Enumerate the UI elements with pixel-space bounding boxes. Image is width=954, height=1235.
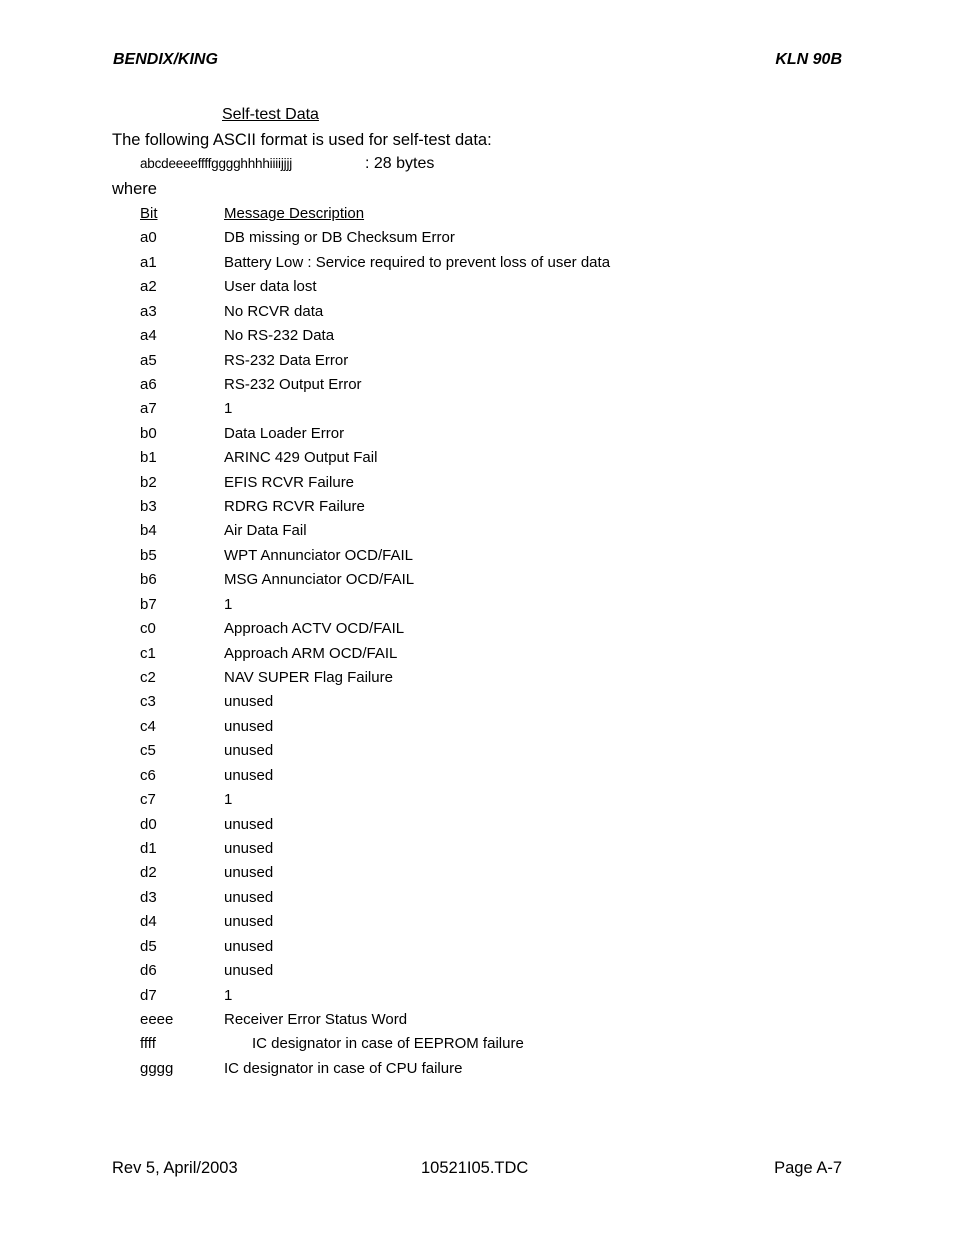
description-cell: unused — [224, 766, 274, 784]
table-row — [140, 595, 740, 619]
bit-cell: d3 — [140, 888, 157, 906]
description-cell: RS-232 Data Error — [224, 351, 349, 369]
col-desc-header: Message Description — [224, 205, 365, 222]
table-row — [140, 1010, 740, 1034]
bit-cell: d1 — [140, 839, 157, 857]
bit-cell: c6 — [140, 766, 156, 784]
description-cell: Receiver Error Status Word — [224, 1010, 408, 1028]
description-cell: DB missing or DB Checksum Error — [224, 229, 455, 247]
header-company: BENDIX/KING — [113, 51, 218, 68]
table-row — [140, 1059, 740, 1083]
table-row — [140, 815, 740, 839]
bit-cell: d7 — [140, 986, 157, 1004]
footer-page-number: Page A-7 — [774, 1159, 842, 1177]
bit-cell: c7 — [140, 791, 156, 809]
table-row — [140, 717, 740, 741]
description-cell: MSG Annunciator OCD/FAIL — [224, 571, 415, 589]
description-cell: Approach ACTV OCD/FAIL — [224, 620, 405, 638]
bit-cell: a1 — [140, 253, 157, 271]
description-cell: unused — [224, 839, 274, 857]
bit-cell: b3 — [140, 498, 157, 516]
bit-cell: c1 — [140, 644, 156, 662]
description-cell: 1 — [224, 400, 233, 418]
description-cell: Data Loader Error — [224, 424, 345, 442]
description-cell: unused — [224, 693, 274, 711]
bit-cell: gggg — [140, 1059, 174, 1077]
bit-cell: ffff — [140, 1035, 156, 1053]
bit-cell: a7 — [140, 400, 157, 418]
description-cell: IC designator in case of CPU failure — [224, 1059, 463, 1077]
bit-cell: b7 — [140, 595, 157, 613]
table-row — [140, 888, 740, 912]
bit-cell: c5 — [140, 742, 156, 760]
description-cell: unused — [224, 717, 274, 735]
table-row — [140, 766, 740, 790]
bit-cell: a4 — [140, 327, 157, 345]
table-header-row — [140, 204, 740, 228]
format-line — [140, 155, 435, 173]
bit-cell: c0 — [140, 620, 156, 638]
description-cell: NAV SUPER Flag Failure — [224, 669, 393, 687]
bit-cell: c3 — [140, 693, 156, 711]
bit-cell: b1 — [140, 449, 157, 467]
table-row — [140, 351, 740, 375]
bit-cell: a0 — [140, 229, 157, 247]
description-cell: IC designator in case of EEPROM failure — [252, 1035, 524, 1053]
format-string: abcdeeeeffffgggghhhhiiiijjjj — [140, 156, 293, 171]
bit-cell: d5 — [140, 937, 157, 955]
bit-cell: eeee — [140, 1010, 174, 1028]
table-row — [140, 570, 740, 594]
table-row — [140, 326, 740, 350]
bit-cell: a6 — [140, 375, 157, 393]
description-cell: No RCVR data — [224, 302, 324, 320]
description-cell: unused — [224, 815, 274, 833]
description-cell: unused — [224, 913, 274, 931]
table-row — [140, 741, 740, 765]
table-row — [140, 839, 740, 863]
bit-cell: d2 — [140, 864, 157, 882]
table-row — [140, 424, 740, 448]
table-row — [140, 253, 740, 277]
bit-cell: b6 — [140, 571, 157, 589]
bit-cell: d0 — [140, 815, 157, 833]
table-row — [140, 546, 740, 570]
description-cell: unused — [224, 937, 274, 955]
col-bit-header: Bit — [140, 205, 158, 222]
footer-doc-id: 10521I05.TDC — [421, 1159, 529, 1177]
description-cell: 1 — [224, 791, 233, 809]
bit-cell: a5 — [140, 351, 157, 369]
description-cell: ARINC 429 Output Fail — [224, 449, 378, 467]
bit-cell: c4 — [140, 717, 156, 735]
description-cell: 1 — [224, 986, 233, 1004]
table-row — [140, 644, 740, 668]
description-cell: RS-232 Output Error — [224, 375, 362, 393]
description-cell: unused — [224, 864, 274, 882]
table-row — [140, 692, 740, 716]
intro-text: The following ASCII format is used for self-test data: — [112, 131, 492, 149]
table-row — [140, 961, 740, 985]
description-cell: User data lost — [224, 278, 317, 296]
bit-cell: a3 — [140, 302, 157, 320]
description-cell: unused — [224, 962, 274, 980]
table-row — [140, 863, 740, 887]
header-model: KLN 90B — [775, 51, 842, 68]
description-cell: RDRG RCVR Failure — [224, 498, 365, 516]
table-row — [140, 521, 740, 545]
format-bytes: : 28 bytes — [365, 155, 435, 172]
bit-cell: d6 — [140, 962, 157, 980]
description-cell: 1 — [224, 595, 233, 613]
bit-cell: c2 — [140, 669, 156, 687]
bit-cell: b5 — [140, 546, 157, 564]
section-title: Self-test Data — [222, 106, 319, 123]
where-text: where — [112, 180, 157, 198]
table-row — [140, 1034, 740, 1058]
description-cell: WPT Annunciator OCD/FAIL — [224, 546, 413, 564]
table-row — [140, 375, 740, 399]
bit-cell: b0 — [140, 424, 157, 442]
description-cell: No RS-232 Data — [224, 327, 335, 345]
bit-cell: a2 — [140, 278, 157, 296]
table-row — [140, 448, 740, 472]
description-cell: unused — [224, 888, 274, 906]
table-row — [140, 277, 740, 301]
footer-revision: Rev 5, April/2003 — [112, 1159, 238, 1177]
bit-cell: b4 — [140, 522, 157, 540]
table-row — [140, 302, 740, 326]
table-row — [140, 937, 740, 961]
table-row — [140, 228, 740, 252]
description-cell: EFIS RCVR Failure — [224, 473, 355, 491]
table-row — [140, 790, 740, 814]
bit-table — [140, 204, 740, 1083]
description-cell: Battery Low : Service required to prevent loss of user data — [224, 253, 611, 271]
table-row — [140, 473, 740, 497]
table-row — [140, 497, 740, 521]
table-row — [140, 986, 740, 1010]
description-cell: Approach ARM OCD/FAIL — [224, 644, 398, 662]
description-cell: Air Data Fail — [224, 522, 307, 540]
table-row — [140, 912, 740, 936]
bit-cell: b2 — [140, 473, 157, 491]
table-row — [140, 399, 740, 423]
table-row — [140, 619, 740, 643]
table-row — [140, 668, 740, 692]
bit-cell: d4 — [140, 913, 157, 931]
description-cell: unused — [224, 742, 274, 760]
